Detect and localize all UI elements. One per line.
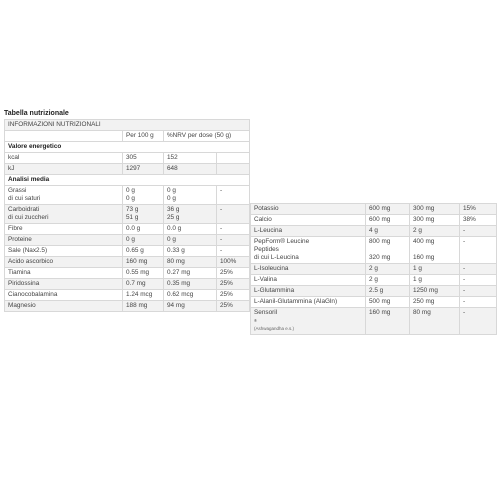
info-header: INFORMAZIONI NUTRIZIONALI (5, 120, 250, 131)
dose-value: 0 g (164, 235, 217, 246)
table-row (5, 153, 250, 164)
table-row (251, 215, 497, 226)
nrv-value: 38% (460, 215, 497, 226)
table-row (251, 226, 497, 237)
dose-value: 80 mg (410, 308, 460, 335)
row-label: Calcio (251, 215, 366, 226)
per100-value: 160 mg (366, 308, 410, 335)
nrv-value: - (460, 308, 497, 335)
nrv-header: %NRV per dose (50 g) (164, 131, 250, 142)
section-energy: Valore energetico (5, 142, 250, 153)
table-row (5, 205, 250, 224)
nrv-value: - (460, 237, 497, 264)
dose-value: 94 mg (164, 301, 217, 312)
row-label: Tiamina (5, 268, 123, 279)
section-energy-row (5, 142, 250, 153)
per100-value: 1.24 mcg (123, 290, 164, 301)
page-title: Tabella nutrizionale (4, 110, 69, 117)
nrv-value: - (217, 224, 250, 235)
per100-value: 0.0 g (123, 224, 164, 235)
nrv-value: 100% (217, 257, 250, 268)
table-row (251, 264, 497, 275)
nrv-value: - (460, 264, 497, 275)
per100-value: 2.5 g (366, 286, 410, 297)
per100-value: 4 g (366, 226, 410, 237)
nutrition-table-right (250, 203, 497, 335)
per100-value: 0 g (123, 235, 164, 246)
info-header-row (5, 120, 250, 131)
row-label: Grassi di cui saturi (5, 186, 123, 205)
row-label: Sensoril ® (Ashwagandha e.s.) (251, 308, 366, 335)
column-header-row (5, 131, 250, 142)
dose-value: 648 (164, 164, 217, 175)
table-row (251, 237, 497, 264)
per100-value: 0 g 0 g (123, 186, 164, 205)
table-row (5, 268, 250, 279)
nrv-value: 15% (460, 204, 497, 215)
table-row (5, 235, 250, 246)
row-label: Proteine (5, 235, 123, 246)
dose-value: 300 mg (410, 204, 460, 215)
dose-value: 0.35 mg (164, 279, 217, 290)
dose-value: 80 mg (164, 257, 217, 268)
per100-value: 0.7 mg (123, 279, 164, 290)
row-label: Acido ascorbico (5, 257, 123, 268)
dose-value: 1 g (410, 275, 460, 286)
per100-value: 73 g 51 g (123, 205, 164, 224)
nrv-value: 25% (217, 301, 250, 312)
nrv-value: - (217, 186, 250, 205)
nrv-value: - (460, 226, 497, 237)
row-label: kcal (5, 153, 123, 164)
dose-value: 0.0 g (164, 224, 217, 235)
nrv-value: 25% (217, 268, 250, 279)
table-row (251, 297, 497, 308)
dose-value: 0.33 g (164, 246, 217, 257)
row-label: PepForm® Leucine Peptides di cui L-Leucina (251, 237, 366, 264)
row-label: Carboidrati di cui zuccheri (5, 205, 123, 224)
per100-value: 0.65 g (123, 246, 164, 257)
dose-value: 400 mg 160 mg (410, 237, 460, 264)
row-label: L-Valina (251, 275, 366, 286)
row-label: L-Isoleucina (251, 264, 366, 275)
table-row (251, 286, 497, 297)
nrv-value: - (217, 246, 250, 257)
per100-value: 2 g (366, 275, 410, 286)
row-label: Magnesio (5, 301, 123, 312)
blank-header (5, 131, 123, 142)
table-row (5, 290, 250, 301)
dose-value: 0.27 mg (164, 268, 217, 279)
per100-value: 305 (123, 153, 164, 164)
row-label: kJ (5, 164, 123, 175)
nrv-value: - (460, 286, 497, 297)
table-row (5, 224, 250, 235)
nrv-value: - (217, 205, 250, 224)
dose-value: 1250 mg (410, 286, 460, 297)
section-analysis: Analisi media (5, 175, 250, 186)
row-label: L-Alanil-Glutammina (AlaGln) (251, 297, 366, 308)
dose-value: 250 mg (410, 297, 460, 308)
row-label: L-Glutammina (251, 286, 366, 297)
dose-value: 300 mg (410, 215, 460, 226)
row-label: Piridossina (5, 279, 123, 290)
row-label: Cianocobalamina (5, 290, 123, 301)
dose-value: 0.62 mcg (164, 290, 217, 301)
table-row (5, 301, 250, 312)
table-row (5, 279, 250, 290)
per100-value: 2 g (366, 264, 410, 275)
nrv-value (217, 164, 250, 175)
dose-value: 2 g (410, 226, 460, 237)
table-row (5, 186, 250, 205)
per100-value: 160 mg (123, 257, 164, 268)
nrv-value: - (460, 275, 497, 286)
per100-value: 600 mg (366, 215, 410, 226)
per100-value: 500 mg (366, 297, 410, 308)
table-row (5, 164, 250, 175)
table-row (251, 308, 497, 335)
nrv-value: 25% (217, 290, 250, 301)
table-row (5, 246, 250, 257)
row-label: L-Leucina (251, 226, 366, 237)
table-row (251, 204, 497, 215)
nrv-value: 25% (217, 279, 250, 290)
nrv-value: - (460, 297, 497, 308)
row-label: Fibre (5, 224, 123, 235)
per100-value: 600 mg (366, 204, 410, 215)
nrv-value: - (217, 235, 250, 246)
per100-header: Per 100 g (123, 131, 164, 142)
dose-value: 0 g 0 g (164, 186, 217, 205)
nutrition-table-left (4, 119, 250, 312)
per100-value: 1297 (123, 164, 164, 175)
row-label: Potassio (251, 204, 366, 215)
table-row (251, 275, 497, 286)
per100-value: 800 mg 320 mg (366, 237, 410, 264)
table-row (5, 257, 250, 268)
dose-value: 152 (164, 153, 217, 164)
per100-value: 188 mg (123, 301, 164, 312)
dose-value: 36 g 25 g (164, 205, 217, 224)
per100-value: 0.55 mg (123, 268, 164, 279)
dose-value: 1 g (410, 264, 460, 275)
row-label: Sale (Nax2.5) (5, 246, 123, 257)
nrv-value (217, 153, 250, 164)
section-analysis-row (5, 175, 250, 186)
